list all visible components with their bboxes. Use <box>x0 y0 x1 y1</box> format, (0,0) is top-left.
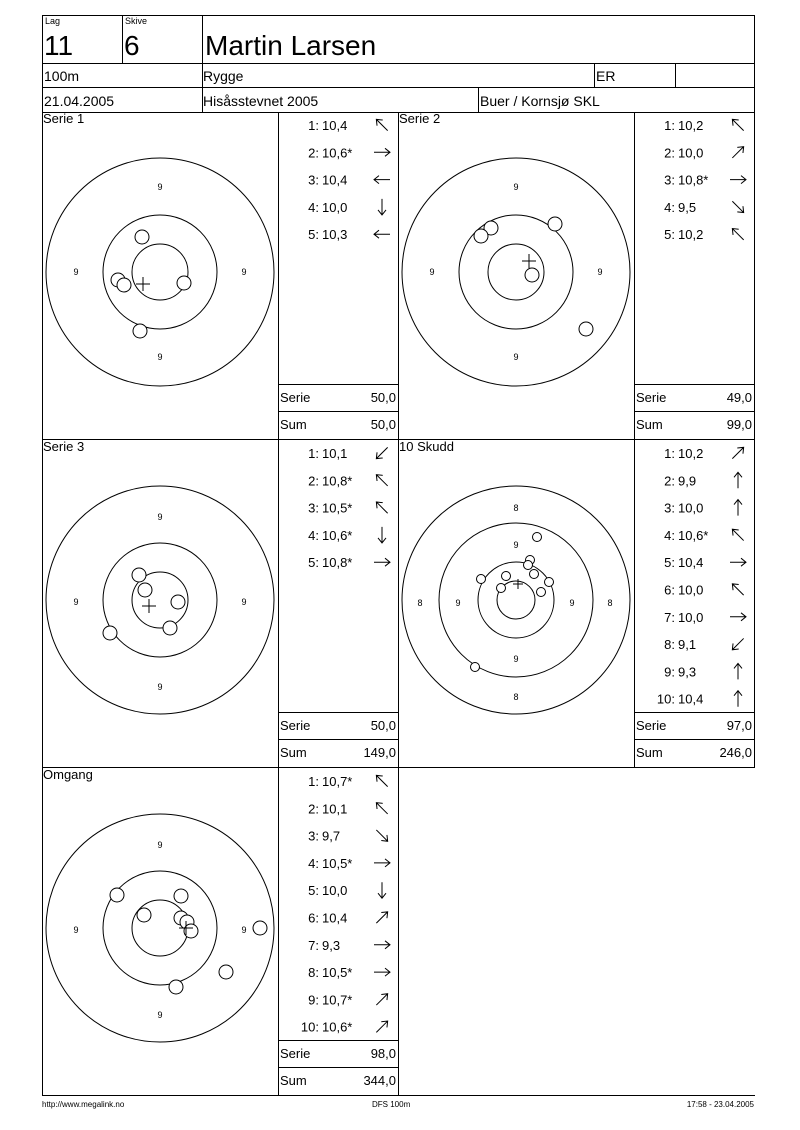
shot-number: 4: <box>308 855 319 871</box>
direction-arrow-icon <box>374 445 391 462</box>
shot-number: 4: <box>664 527 675 543</box>
skive-value: 6 <box>124 30 140 61</box>
panel-title-omgang: Omgang <box>43 767 93 782</box>
ring-label: 8 <box>513 503 519 513</box>
direction-arrow-icon <box>734 691 742 707</box>
shot-value: 10,0 <box>678 500 704 516</box>
direction-arrow-icon <box>374 941 390 949</box>
direction-arrow-icon <box>730 144 747 161</box>
ring-label: 9 <box>597 267 603 277</box>
event: Hisåsstevnet 2005 <box>203 93 319 109</box>
shot-value: 10,6* <box>322 1019 353 1035</box>
direction-arrow-icon <box>374 176 390 184</box>
ring-label: 9 <box>569 598 575 608</box>
direction-arrow-icon <box>378 199 386 215</box>
shot-value: 10,6* <box>322 145 353 161</box>
shot-value: 9,7 <box>322 828 341 844</box>
shot-number: 3: <box>308 828 319 844</box>
direction-arrow-icon <box>374 968 390 976</box>
shooter-name: Martin Larsen <box>205 30 377 61</box>
shot-number: 4: <box>308 527 319 543</box>
ring-label: 9 <box>241 597 247 607</box>
direction-arrow-icon <box>734 663 742 679</box>
date: 21.04.2005 <box>44 93 115 109</box>
shot-number: 5: <box>664 227 675 243</box>
shot-number: 8: <box>664 637 675 653</box>
shot-number: 2: <box>664 473 675 489</box>
class: ER <box>596 68 616 84</box>
shot-value: 9,9 <box>678 473 697 489</box>
ring-label: 9 <box>157 1010 163 1020</box>
serie-value: 97,0 <box>726 718 752 733</box>
sum-value: 99,0 <box>726 417 752 432</box>
shot-number: 9: <box>664 664 675 680</box>
direction-arrow-icon <box>730 445 747 462</box>
sum-value: 344,0 <box>363 1073 396 1088</box>
shot-number: 5: <box>308 555 319 571</box>
sum-label: Sum <box>280 417 307 432</box>
shot-number: 1: <box>308 446 319 461</box>
shot-value: 10,8* <box>678 172 709 188</box>
shot-number: 3: <box>664 172 675 188</box>
direction-arrow-icon <box>374 499 391 516</box>
shot-value: 10,4 <box>322 910 348 926</box>
footer-center: DFS 100m <box>372 1100 411 1109</box>
ring-label: 9 <box>513 182 519 192</box>
direction-arrow-icon <box>374 827 391 844</box>
shot-number: 8: <box>308 965 319 981</box>
direction-arrow-icon <box>730 613 746 621</box>
shot-value: 10,5* <box>322 965 353 981</box>
direction-arrow-icon <box>374 800 391 817</box>
shot-value: 10,0 <box>322 199 348 215</box>
serie-value: 98,0 <box>370 1046 396 1061</box>
shot-value: 10,0 <box>678 145 704 161</box>
shot-value: 10,0 <box>678 582 704 598</box>
shot-value: 10,4 <box>678 555 704 571</box>
ring-label: 9 <box>157 352 163 362</box>
shot-number: 7: <box>664 609 675 625</box>
panel-title-serie3: Serie 3 <box>43 439 85 454</box>
shot-value: 10,0 <box>322 883 348 899</box>
shot-number: 10: <box>300 1019 319 1035</box>
ring-label: 9 <box>73 597 79 607</box>
ring-label: 9 <box>513 654 519 664</box>
shot-number: 1: <box>664 118 675 133</box>
ring-label: 9 <box>73 267 79 277</box>
shot-number: 2: <box>308 801 319 817</box>
sum-label: Sum <box>280 1073 307 1088</box>
direction-arrow-icon <box>378 882 386 898</box>
direction-arrow-icon <box>374 230 390 238</box>
shot-value: 10,2 <box>678 118 704 133</box>
shot-number: 3: <box>308 500 319 516</box>
shot-value: 9,1 <box>678 637 697 653</box>
shot-number: 2: <box>308 145 319 161</box>
direction-arrow-icon <box>730 558 746 566</box>
shot-number: 9: <box>308 992 319 1008</box>
ring-label: 9 <box>429 267 435 277</box>
serie-label: Serie <box>636 390 667 405</box>
direction-arrow-icon <box>374 472 391 489</box>
direction-arrow-icon <box>374 991 391 1008</box>
direction-arrow-icon <box>730 117 747 134</box>
sum-label: Sum <box>280 745 307 760</box>
shot-value: 9,3 <box>678 664 697 680</box>
serie-value: 50,0 <box>370 390 396 405</box>
serie-value: 50,0 <box>370 718 396 733</box>
direction-arrow-icon <box>374 148 390 156</box>
direction-arrow-icon <box>378 527 386 543</box>
ring-label: 9 <box>513 352 519 362</box>
shot-value: 10,1 <box>322 446 348 461</box>
shot-number: 5: <box>664 555 675 571</box>
sum-label: Sum <box>636 417 663 432</box>
distance: 100m <box>44 68 80 84</box>
club: Buer / Kornsjø SKL <box>480 93 600 109</box>
direction-arrow-icon <box>374 859 390 867</box>
direction-arrow-icon <box>730 198 747 215</box>
direction-arrow-icon <box>374 909 391 926</box>
ring-label: 8 <box>417 598 423 608</box>
direction-arrow-icon <box>730 636 747 653</box>
shot-number: 4: <box>664 199 675 215</box>
shot-value: 10,5* <box>322 855 353 871</box>
direction-arrow-icon <box>734 472 742 488</box>
panel-title-10skudd: 10 Skudd <box>399 439 454 454</box>
ring-label: 9 <box>513 540 519 550</box>
shot-value: 9,5 <box>678 199 697 215</box>
serie-label: Serie <box>636 718 667 733</box>
shot-number: 3: <box>308 172 319 188</box>
shot-value: 10,7* <box>322 992 353 1008</box>
panel-title-serie1: Serie 1 <box>43 111 85 126</box>
sum-value: 50,0 <box>370 417 396 432</box>
shot-value: 10,7* <box>322 774 353 789</box>
shot-value: 10,4 <box>322 118 348 133</box>
serie-label: Serie <box>280 390 311 405</box>
ring-label: 8 <box>607 598 613 608</box>
direction-arrow-icon <box>730 581 747 598</box>
shot-value: 10,3 <box>322 227 348 243</box>
place: Rygge <box>203 68 244 84</box>
lag-value: 11 <box>44 30 74 61</box>
shot-value: 9,3 <box>322 937 341 953</box>
shot-number: 2: <box>664 145 675 161</box>
ring-label: 9 <box>157 182 163 192</box>
direction-arrow-icon <box>730 176 746 184</box>
shot-number: 4: <box>308 199 319 215</box>
skive-label: Skive <box>125 16 148 26</box>
serie-value: 49,0 <box>726 390 752 405</box>
footer-url[interactable]: http://www.megalink.no <box>42 1100 125 1109</box>
sum-label: Sum <box>636 745 663 760</box>
serie-label: Serie <box>280 1046 311 1061</box>
shot-value: 10,0 <box>678 609 704 625</box>
shot-number: 1: <box>308 118 319 133</box>
shot-value: 10,5* <box>322 500 353 516</box>
shot-value: 10,4 <box>322 172 348 188</box>
ring-label: 9 <box>157 512 163 522</box>
ring-label: 9 <box>157 840 163 850</box>
shot-value: 10,1 <box>322 801 348 817</box>
direction-arrow-icon <box>730 526 747 543</box>
shot-value: 10,8* <box>322 473 353 489</box>
serie-label: Serie <box>280 718 311 733</box>
sum-value: 246,0 <box>719 745 752 760</box>
panel-title-serie2: Serie 2 <box>399 111 441 126</box>
shot-number: 7: <box>308 937 319 953</box>
shot-number: 5: <box>308 227 319 243</box>
direction-arrow-icon <box>374 1018 391 1035</box>
direction-arrow-icon <box>374 773 391 790</box>
lag-label: Lag <box>45 16 61 26</box>
shot-number: 5: <box>308 883 319 899</box>
footer-timestamp: 17:58 - 23.04.2005 <box>686 1100 754 1109</box>
ring-label: 8 <box>513 692 519 702</box>
ring-label: 9 <box>73 925 79 935</box>
shot-value: 10,8* <box>322 555 353 571</box>
direction-arrow-icon <box>374 558 390 566</box>
shot-number: 10: <box>656 691 675 707</box>
ring-label: 9 <box>241 267 247 277</box>
shot-number: 6: <box>308 910 319 926</box>
shot-number: 6: <box>664 582 675 598</box>
ring-label: 9 <box>455 598 461 608</box>
direction-arrow-icon <box>374 117 391 134</box>
shot-value: 10,6* <box>678 527 709 543</box>
shot-number: 2: <box>308 473 319 489</box>
direction-arrow-icon <box>734 500 742 516</box>
shot-number: 1: <box>664 446 675 461</box>
sum-value: 149,0 <box>363 745 396 760</box>
shot-value: 10,4 <box>678 691 704 707</box>
shot-value: 10,2 <box>678 227 704 243</box>
shot-number: 3: <box>664 500 675 516</box>
shot-value: 10,6* <box>322 527 353 543</box>
ring-label: 9 <box>157 682 163 692</box>
shot-value: 10,2 <box>678 446 704 461</box>
direction-arrow-icon <box>730 226 747 243</box>
ring-label: 9 <box>241 925 247 935</box>
shot-number: 1: <box>308 774 319 789</box>
